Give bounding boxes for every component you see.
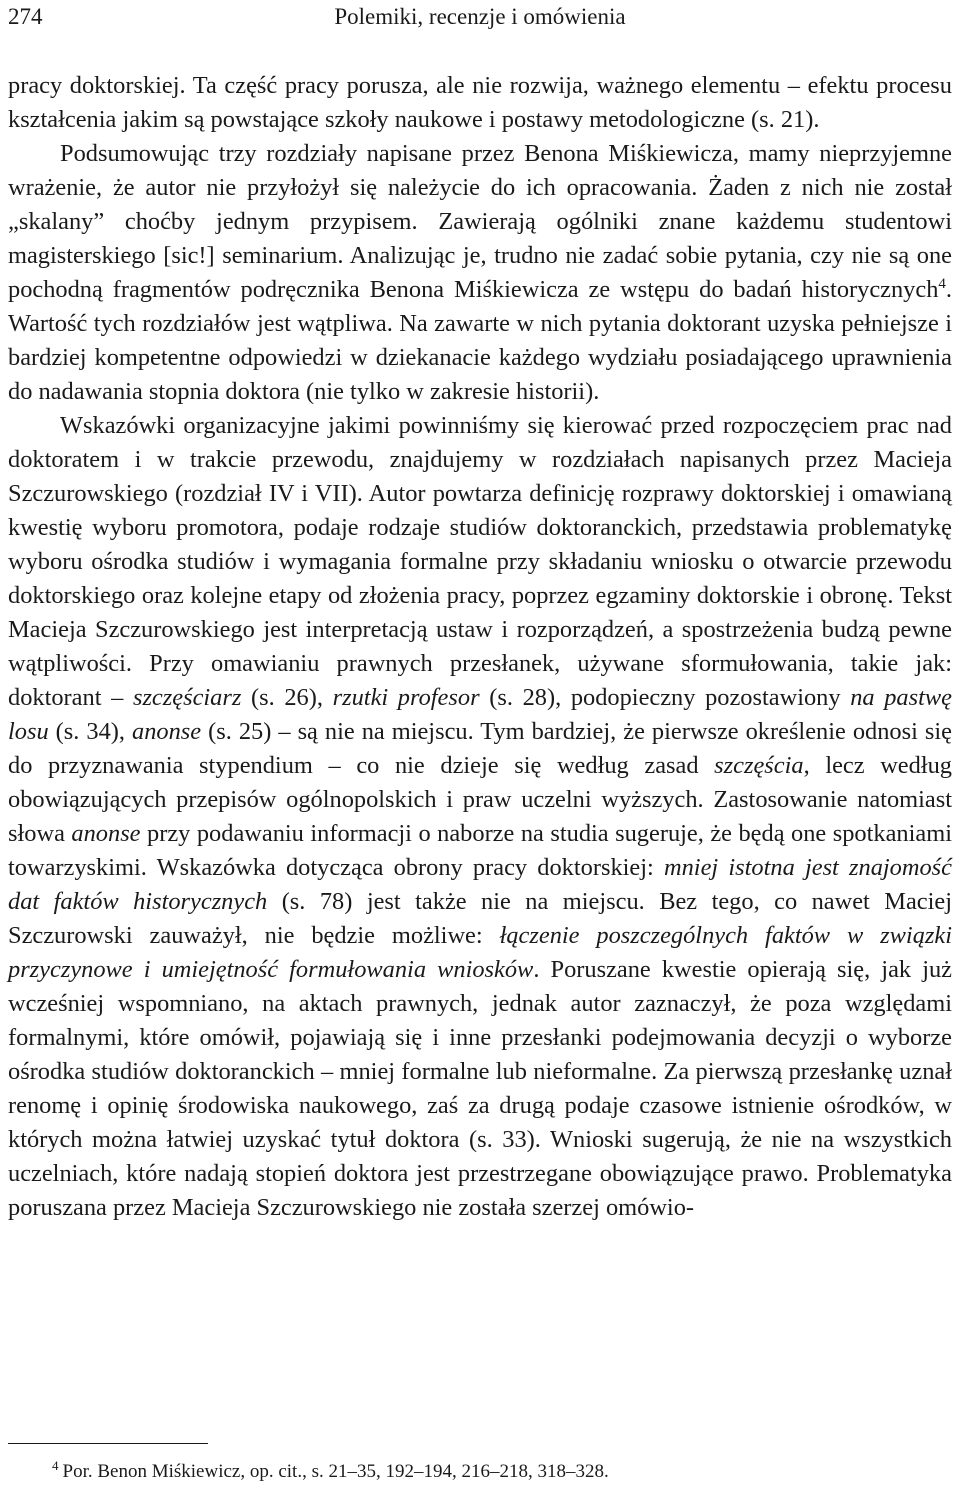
italic-quote: łączenie poszczególnych faktów w związki przyczynowe i umiejętność formułowania wniosków xyxy=(8,922,952,983)
paragraph-2 xyxy=(8,137,952,409)
paragraph-1-text: pracy doktorskiej. Ta część pracy porusza, ale nie rozwija, ważnego elementu – efektu procesu kształcenia jakim są powstające szkoły naukowe i postawy metodologiczne (s. 21). xyxy=(8,72,952,133)
paragraph-3-text: (s. 25) – są nie na miejscu. Tym bardziej, że pierwsze określenie odnosi się do przyznawania stypendium – co nie dzieje się według zasad xyxy=(8,718,952,779)
paragraph-3-text: (s. 28), podopieczny pozostawiony xyxy=(479,684,851,711)
paragraph-2-text-a: Podsumowując trzy rozdziały napisane przez Benona Miśkiewicza, mamy nieprzyjemne wrażenie, że autor nie przyłożył się należycie do ich opracowania. Żaden z nich nie został „skalany” choćby jednym przypisem. Zawierają ogólniki znane każdemu studentowi magisterskiego [sic!] seminarium. Analizując je, trudno nie zadać sobie pytania, czy nie są one pochodną fragmentów podręcznika Benona Miśkiewicza ze wstępu do badań historycznych xyxy=(8,140,952,303)
document-page xyxy=(8,0,953,1482)
footnote-text: Por. Benon Miśkiewicz, op. cit., s. 21–35, 192–194, 216–218, 318–328. xyxy=(62,1461,609,1482)
italic-term: na pastwę losu xyxy=(8,684,952,745)
footnote-mark: 4 xyxy=(52,1457,59,1473)
paragraph-3-text: przy podawaniu informacji o naborze na studia sugeruje, że będą one spotkaniami towarzyskimi. Wskazówka dotycząca obrony pracy doktorskiej: xyxy=(8,820,952,881)
italic-term: szczęścia xyxy=(714,752,804,779)
section-title: Polemiki, recenzje i omówienia xyxy=(334,4,626,29)
italic-quote: mniej istotna jest znajomość dat faktów historycznych xyxy=(8,854,952,915)
page-number: 274 xyxy=(8,4,43,29)
paragraph-3-text: . Poruszane kwestie opierają się, jak już wcześniej wspomniano, na aktach prawnych, jednak autor zaznaczył, że poza względami formalnymi, które omówił, pojawiają się i inne przesłanki podejmowania decyzji o wyborze ośrodka studiów doktoranckich – mniej formalne lub nieformalne. Za pierwszą przesłankę uznał renomę i opinię środowiska naukowego, zaś za drugą podaje czasowe istnienie ośrodków, w których można łatwiej uzyskać tytuł doktora (s. 33). Wnioski sugerują, że nie na wszystkich uczelniach, które nadają stopień doktora jest przestrzegane obowiązujące prawo. Problematyka poruszana przez Macieja Szczurowskiego nie została szerzej omówio- xyxy=(8,956,952,1221)
footnote xyxy=(52,1457,609,1484)
italic-term: anonse xyxy=(71,820,141,847)
italic-term: szczęściarz xyxy=(132,684,242,711)
paragraph-3-text: (s. 78) jest także nie na miejscu. Bez tego, co nawet Maciej Szczurowski zauważył, nie będzie możliwe: xyxy=(8,888,953,949)
paragraph-3-text: (s. 34), xyxy=(48,718,133,745)
paragraph-3 xyxy=(8,409,952,1225)
running-header xyxy=(8,0,952,34)
footnote-divider xyxy=(8,1443,208,1444)
body-text xyxy=(8,69,952,1225)
italic-term: rzutki profesor xyxy=(332,684,480,711)
paragraph-3-text: , lecz według obowiązujących przepisów ogólnopolskich i praw uczelni wyższych. Zastosowanie natomiast słowa xyxy=(8,752,952,847)
footnote-reference[interactable]: 4 xyxy=(938,275,946,292)
paragraph-3-text: (s. 26), xyxy=(241,684,333,711)
paragraph-3-text: Wskazówki organizacyjne jakimi powinniśmy się kierować przed rozpoczęciem prac nad doktoratem i w trakcie przewodu, znajdujemy w rozdziałach napisanych przez Macieja Szczurowskiego (rozdział IV i VII). Autor powtarza definicję rozprawy doktorskiej i omawianą kwestię wyboru promotora, podaje rodzaje studiów doktoranckich, przedstawia problematykę wyboru ośrodka studiów i wymagania formalne przy składaniu wniosku o otwarcie przewodu doktorskiego oraz kolejne etapy od złożenia pracy, poprzez egzaminy doktorskie i obronę. Tekst Macieja Szczurowskiego jest interpretacją ustaw i rozporządzeń, a spostrzeżenia budzą pewne wątpliwości. Przy omawianiu prawnych przesłanek, używane sformułowania, takie jak: doktorant – xyxy=(8,412,952,711)
paragraph-1 xyxy=(8,69,952,137)
italic-term: anonse xyxy=(132,718,202,745)
paragraph-2-text-b: . Wartość tych rozdziałów jest wątpliwa. Na zawarte w nich pytania doktorant uzyska pełniejsze i bardziej kompetentne odpowiedzi w dziekanacie każdego wydziału posiadającego uprawnienia do nadawania stopnia doktora (nie tylko w zakresie historii). xyxy=(8,276,952,405)
